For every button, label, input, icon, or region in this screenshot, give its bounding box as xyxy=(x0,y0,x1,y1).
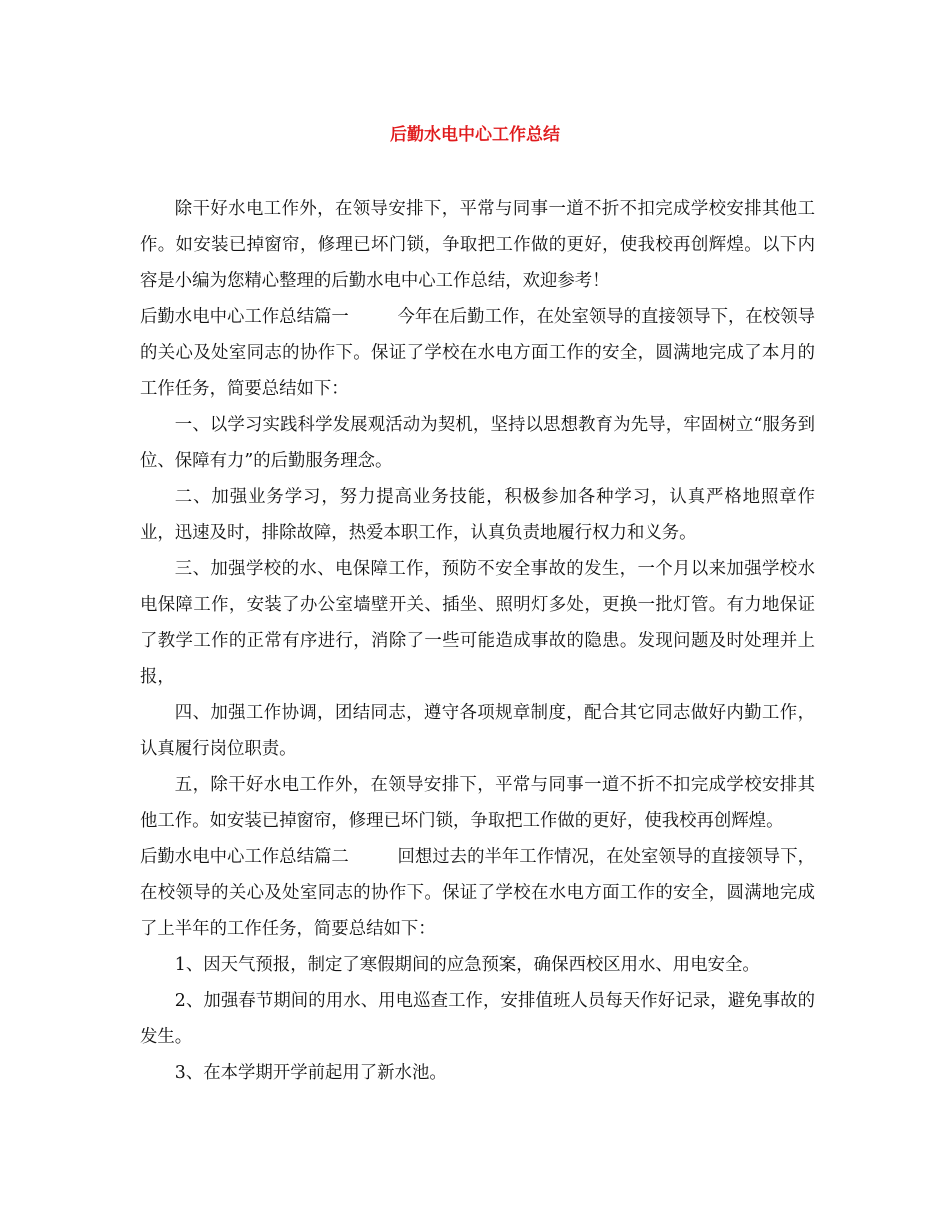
section-one-heading: 后勤水电中心工作总结篇一 xyxy=(140,307,349,327)
list-paragraph-4: 四、加强工作协调，团结同志，遵守各项规章制度，配合其它同志做好内勤工作，认真履行岗位职责。 xyxy=(140,703,815,759)
section-two-text: 回想过去的半年工作情况，在处室领导的直接领导下，在校领导的关心及处室同志的协作下。保证了学校在水电方面工作的安全，圆满地完成了上半年的工作任务，简要总结如下： xyxy=(140,847,815,939)
section-two-paragraph xyxy=(140,839,815,947)
numbered-paragraph-1: 1、因天气预报，制定了寒假期间的应急预案，确保西校区用水、用电安全。 xyxy=(174,955,760,975)
section-one-text: 今年在后勤工作，在处室领导的直接领导下，在校领导的关心及处室同志的协作下。保证了学校在水电方面工作的安全，圆满地完成了本月的工作任务，简要总结如下： xyxy=(140,307,815,399)
section-two-heading: 后勤水电中心工作总结篇二 xyxy=(140,847,349,867)
list-paragraph-1: 一、以学习实践科学发展观活动为契机，坚持以思想教育为先导，牢固树立“服务到位、保障有力”的后勤服务理念。 xyxy=(140,415,815,471)
list-paragraph-3: 三、加强学校的水、电保障工作，预防不安全事故的发生，一个月以来加强学校水电保障工作，安装了办公室墙壁开关、插坐、照明灯多处，更换一批灯管。有力地保证了教学工作的正常有序进行，消除了一些可能造成事故的隐患。发现问题及时处理并上报， xyxy=(140,559,815,687)
intro-paragraph: 除干好水电工作外，在领导安排下，平常与同事一道不折不扣完成学校安排其他工作。如安装已掉窗帘，修理已坏门锁，争取把工作做的更好，使我校再创辉煌。以下内容是小编为您精心整理的后勤水电中心工作总结，欢迎参考！ xyxy=(140,199,815,291)
section-one-paragraph xyxy=(140,299,815,407)
document-body xyxy=(140,191,815,1091)
document-title: 后勤水电中心工作总结 xyxy=(390,125,560,145)
numbered-paragraph-2: 2、加强春节期间的用水、用电巡查工作，安排值班人员每天作好记录，避免事故的发生。 xyxy=(140,991,815,1047)
numbered-paragraph-3: 3、在本学期开学前起用了新水池。 xyxy=(174,1063,447,1083)
list-paragraph-2: 二、加强业务学习，努力提高业务技能，积极参加各种学习，认真严格地照章作业，迅速及时，排除故障，热爱本职工作，认真负责地履行权力和义务。 xyxy=(140,487,815,543)
list-paragraph-5: 五，除干好水电工作外，在领导安排下，平常与同事一道不折不扣完成学校安排其他工作。如安装已掉窗帘，修理已坏门锁，争取把工作做的更好，使我校再创辉煌。 xyxy=(140,775,815,831)
